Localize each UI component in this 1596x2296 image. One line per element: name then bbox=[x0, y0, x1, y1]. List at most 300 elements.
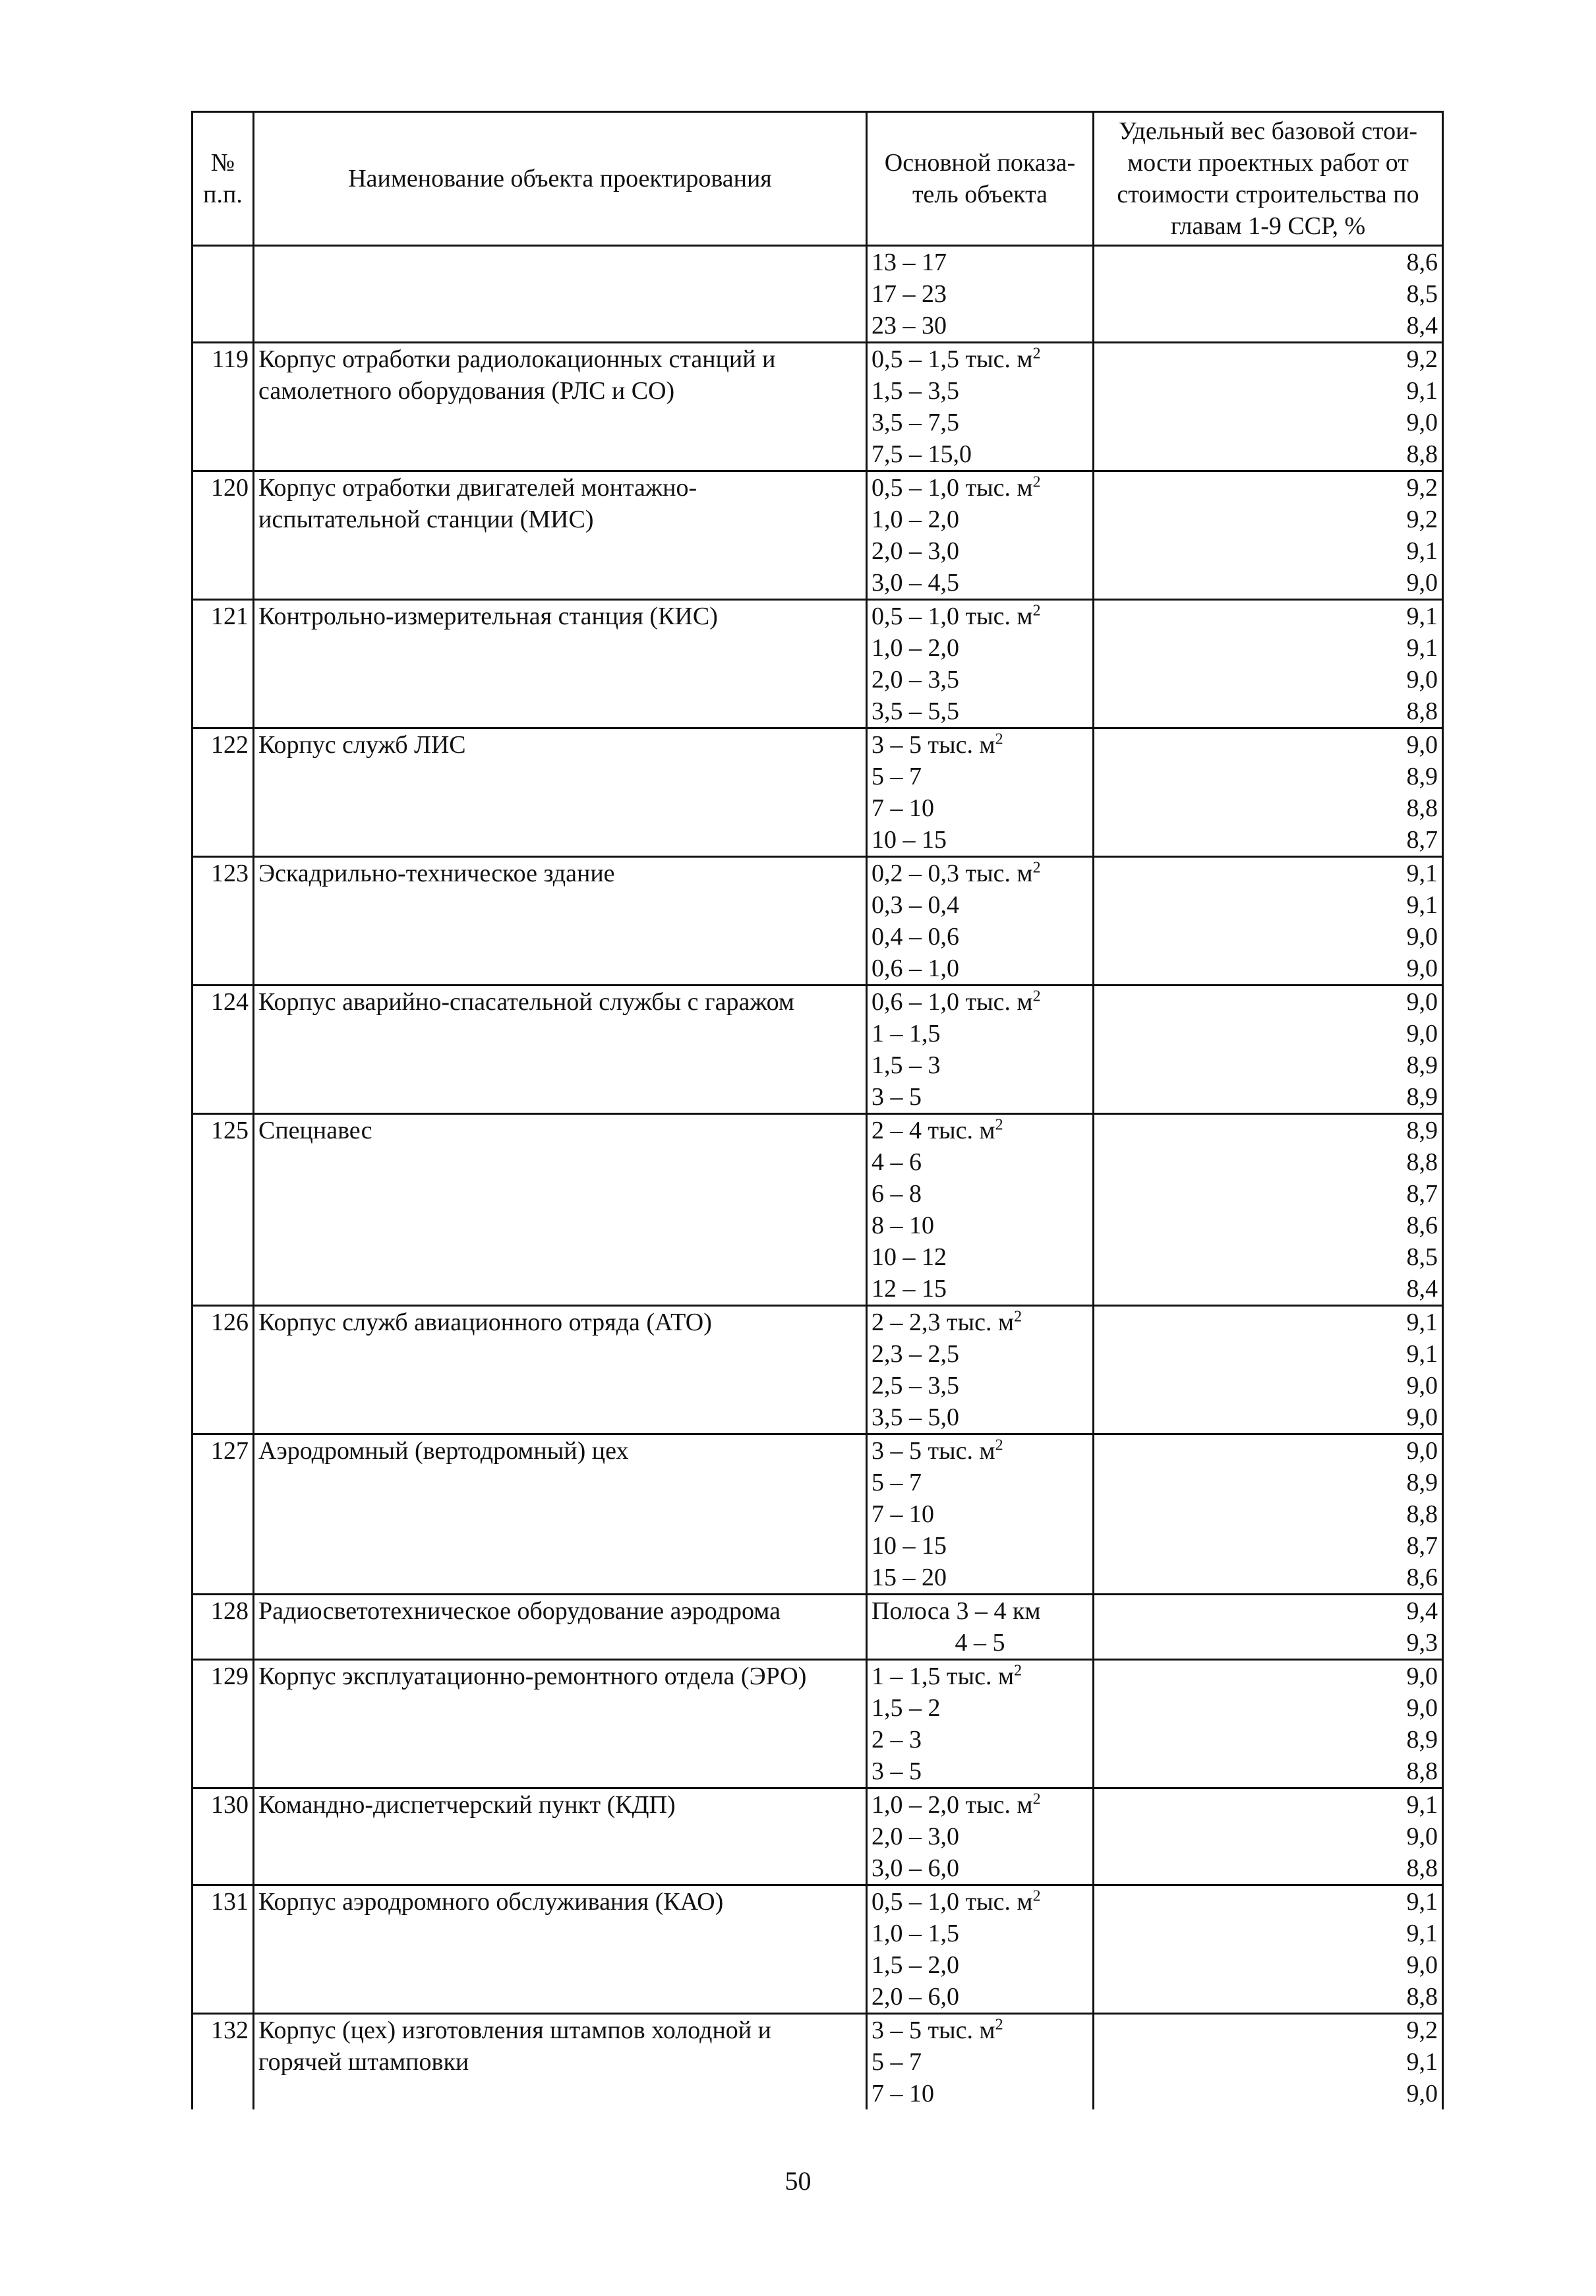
unit-superscript: 2 bbox=[1032, 345, 1041, 363]
row-number bbox=[192, 1949, 254, 1981]
table-row bbox=[192, 1306, 1443, 1339]
cost-share-value bbox=[1094, 1788, 1443, 1821]
main-indicator bbox=[867, 535, 1094, 567]
row-number bbox=[192, 664, 254, 695]
row-number bbox=[192, 246, 254, 279]
unit-superscript: 2 bbox=[1032, 473, 1041, 491]
object-name bbox=[254, 1949, 867, 1981]
cost-share-value bbox=[1094, 438, 1443, 471]
object-name-text: испытательной станции (МИС) bbox=[258, 506, 594, 533]
main-indicator-text: 3,5 – 7,5 bbox=[872, 409, 959, 436]
unit-superscript: 2 bbox=[1032, 1887, 1041, 1905]
main-indicator bbox=[867, 1273, 1094, 1306]
header-main-indicator: Основной показа-тель объекта bbox=[867, 112, 1094, 246]
cost-share-value-text: 9,0 bbox=[1406, 1823, 1438, 1850]
table-row bbox=[192, 1595, 1443, 1628]
table-row bbox=[192, 1724, 1443, 1755]
object-name bbox=[254, 567, 867, 600]
main-indicator bbox=[867, 953, 1094, 986]
main-indicator-text: 2 – 4 тыс. м bbox=[872, 1117, 995, 1144]
row-number bbox=[192, 792, 254, 824]
table-row bbox=[192, 1562, 1443, 1595]
object-name bbox=[254, 2078, 867, 2109]
row-number-text: 128 bbox=[211, 1597, 249, 1625]
cost-share-value bbox=[1094, 889, 1443, 921]
table-row bbox=[192, 889, 1443, 921]
row-number bbox=[192, 1241, 254, 1273]
object-name bbox=[254, 1018, 867, 1049]
cost-share-value bbox=[1094, 761, 1443, 792]
table-row bbox=[192, 953, 1443, 986]
cost-share-value-text: 8,8 bbox=[1406, 697, 1438, 725]
row-number bbox=[192, 1114, 254, 1147]
row-number bbox=[192, 1338, 254, 1370]
object-name bbox=[254, 1918, 867, 1949]
main-indicator bbox=[867, 600, 1094, 633]
row-number bbox=[192, 1467, 254, 1498]
row-number bbox=[192, 1370, 254, 1401]
unit-superscript: 2 bbox=[995, 2016, 1003, 2034]
main-indicator-text: 0,3 – 0,4 bbox=[872, 891, 959, 919]
main-indicator bbox=[867, 792, 1094, 824]
cost-share-value-text: 9,0 bbox=[1406, 409, 1438, 436]
object-name bbox=[254, 1210, 867, 1241]
main-indicator bbox=[867, 1370, 1094, 1401]
cost-share-value-text: 8,7 bbox=[1406, 1180, 1438, 1208]
row-number bbox=[192, 407, 254, 438]
row-number bbox=[192, 728, 254, 761]
cost-share-value bbox=[1094, 664, 1443, 695]
cost-share-value-text: 8,8 bbox=[1406, 440, 1438, 468]
object-name bbox=[254, 1081, 867, 1114]
row-number-text: 119 bbox=[212, 345, 249, 373]
row-number-text: 127 bbox=[211, 1437, 249, 1465]
row-number bbox=[192, 2014, 254, 2047]
table-row bbox=[192, 824, 1443, 857]
object-name-text: горячей штамповки bbox=[258, 2048, 469, 2076]
cost-share-value bbox=[1094, 857, 1443, 890]
object-name-text: Корпус служб авиационного отряда (АТО) bbox=[258, 1309, 712, 1336]
main-indicator-text: 2,3 – 2,5 bbox=[872, 1340, 959, 1368]
row-number-text: 131 bbox=[211, 1888, 249, 1916]
object-name bbox=[254, 1338, 867, 1370]
row-number bbox=[192, 1401, 254, 1434]
cost-share-value-text: 9,1 bbox=[1406, 2048, 1438, 2076]
object-name bbox=[254, 1370, 867, 1401]
cost-share-value-text: 9,1 bbox=[1406, 1309, 1438, 1336]
cost-share-table bbox=[191, 111, 1444, 2109]
cost-share-value bbox=[1094, 1530, 1443, 1562]
table-row bbox=[192, 375, 1443, 407]
row-number bbox=[192, 1885, 254, 1918]
cost-share-value-text: 8,7 bbox=[1406, 826, 1438, 854]
object-name bbox=[254, 1467, 867, 1498]
unit-superscript: 2 bbox=[1014, 1308, 1022, 1326]
table-row bbox=[192, 535, 1443, 567]
cost-share-value bbox=[1094, 1595, 1443, 1628]
cost-share-value bbox=[1094, 1434, 1443, 1467]
main-indicator bbox=[867, 921, 1094, 953]
cost-share-value bbox=[1094, 343, 1443, 376]
cost-share-value bbox=[1094, 824, 1443, 857]
object-name-text: Контрольно-измерительная станция (КИС) bbox=[258, 603, 718, 630]
main-indicator-text: 7 – 10 bbox=[872, 1500, 934, 1528]
cost-share-value-text: 8,6 bbox=[1406, 249, 1438, 276]
main-indicator-text: 1,0 – 2,0 тыс. м bbox=[872, 1791, 1033, 1819]
main-indicator bbox=[867, 986, 1094, 1018]
object-name bbox=[254, 1885, 867, 1918]
object-name-text: Корпус аварийно-спасательной службы с гаражом bbox=[258, 988, 794, 1016]
object-name-text: Корпус эксплуатационно-ремонтного отдела (ЭРО) bbox=[258, 1663, 807, 1690]
row-number bbox=[192, 921, 254, 953]
cost-share-value-text: 9,0 bbox=[1406, 666, 1438, 693]
cost-share-value bbox=[1094, 1467, 1443, 1498]
object-name bbox=[254, 1562, 867, 1595]
row-number bbox=[192, 567, 254, 600]
main-indicator bbox=[867, 343, 1094, 376]
table-row bbox=[192, 278, 1443, 310]
main-indicator-text: 2,0 – 6,0 bbox=[872, 1983, 959, 2011]
row-number bbox=[192, 310, 254, 343]
cost-share-value-text: 8,8 bbox=[1406, 1148, 1438, 1176]
row-number bbox=[192, 1562, 254, 1595]
main-indicator-text: 1,0 – 2,0 bbox=[872, 506, 959, 533]
object-name bbox=[254, 632, 867, 664]
main-indicator bbox=[867, 1114, 1094, 1147]
object-name-text: Корпус служб ЛИС bbox=[258, 731, 466, 759]
table-row bbox=[192, 1178, 1443, 1210]
main-indicator bbox=[867, 1018, 1094, 1049]
row-number bbox=[192, 1498, 254, 1530]
cost-share-value bbox=[1094, 728, 1443, 761]
main-indicator bbox=[867, 1660, 1094, 1693]
main-indicator-text: Полоса 3 – 4 км bbox=[872, 1597, 1041, 1625]
object-name bbox=[254, 2014, 867, 2047]
table-row bbox=[192, 1821, 1443, 1852]
table-row bbox=[192, 600, 1443, 633]
object-name bbox=[254, 1273, 867, 1306]
table-row bbox=[192, 1114, 1443, 1147]
main-indicator bbox=[867, 504, 1094, 535]
cost-share-value bbox=[1094, 1949, 1443, 1981]
object-name bbox=[254, 1146, 867, 1178]
unit-superscript: 2 bbox=[995, 730, 1003, 748]
main-indicator-text: 0,6 – 1,0 bbox=[872, 955, 959, 982]
cost-share-value-text: 9,0 bbox=[1406, 731, 1438, 759]
main-indicator bbox=[867, 1241, 1094, 1273]
cost-share-value-text: 9,1 bbox=[1406, 603, 1438, 630]
object-name bbox=[254, 1788, 867, 1821]
cost-share-value-text: 9,1 bbox=[1406, 1791, 1438, 1819]
cost-share-value bbox=[1094, 1627, 1443, 1660]
cost-share-value bbox=[1094, 535, 1443, 567]
main-indicator bbox=[867, 1724, 1094, 1755]
object-name bbox=[254, 535, 867, 567]
cost-share-value-text: 8,8 bbox=[1406, 794, 1438, 822]
row-number bbox=[192, 438, 254, 471]
object-name bbox=[254, 2046, 867, 2078]
table-row bbox=[192, 857, 1443, 890]
table-row bbox=[192, 1788, 1443, 1821]
row-number bbox=[192, 1146, 254, 1178]
table-row bbox=[192, 664, 1443, 695]
row-number bbox=[192, 824, 254, 857]
cost-share-value-text: 8,9 bbox=[1406, 1051, 1438, 1079]
object-name bbox=[254, 375, 867, 407]
row-number bbox=[192, 1755, 254, 1788]
cost-share-value bbox=[1094, 1918, 1443, 1949]
object-name bbox=[254, 1755, 867, 1788]
row-number-text: 132 bbox=[211, 2016, 249, 2044]
header-object-name: Наименование объекта проектирования bbox=[254, 112, 867, 246]
main-indicator bbox=[867, 1530, 1094, 1562]
cost-share-value bbox=[1094, 1241, 1443, 1273]
cost-share-value-text: 9,1 bbox=[1406, 1340, 1438, 1368]
row-number bbox=[192, 1918, 254, 1949]
cost-share-value bbox=[1094, 1724, 1443, 1755]
cost-share-value-text: 9,0 bbox=[1406, 923, 1438, 951]
row-number bbox=[192, 986, 254, 1018]
main-indicator-text: 12 – 15 bbox=[872, 1275, 947, 1303]
row-number bbox=[192, 1018, 254, 1049]
main-indicator-text: 23 – 30 bbox=[872, 312, 947, 339]
object-name bbox=[254, 1981, 867, 2014]
row-number bbox=[192, 632, 254, 664]
row-number bbox=[192, 1049, 254, 1081]
table-row bbox=[192, 343, 1443, 376]
table-row bbox=[192, 407, 1443, 438]
table-row bbox=[192, 1692, 1443, 1724]
row-number bbox=[192, 1724, 254, 1755]
main-indicator bbox=[867, 375, 1094, 407]
cost-share-value bbox=[1094, 1338, 1443, 1370]
object-name bbox=[254, 600, 867, 633]
cost-share-value bbox=[1094, 792, 1443, 824]
cost-share-value-text: 9,4 bbox=[1406, 1597, 1438, 1625]
cost-share-value-text: 9,0 bbox=[1406, 1951, 1438, 1979]
row-number-text: 123 bbox=[211, 860, 249, 887]
main-indicator bbox=[867, 824, 1094, 857]
main-indicator-text: 0,5 – 1,5 тыс. м bbox=[872, 345, 1033, 373]
main-indicator bbox=[867, 857, 1094, 890]
table-row bbox=[192, 1885, 1443, 1918]
cost-share-value-text: 9,2 bbox=[1406, 345, 1438, 373]
main-indicator bbox=[867, 1401, 1094, 1434]
table-row bbox=[192, 1018, 1443, 1049]
main-indicator bbox=[867, 1210, 1094, 1241]
main-indicator bbox=[867, 1949, 1094, 1981]
cost-share-value-text: 8,9 bbox=[1406, 1117, 1438, 1144]
main-indicator bbox=[867, 2014, 1094, 2047]
row-number bbox=[192, 1595, 254, 1628]
object-name-text: Командно-диспетчерский пункт (КДП) bbox=[258, 1791, 676, 1819]
cost-share-value bbox=[1094, 246, 1443, 279]
cost-share-value bbox=[1094, 986, 1443, 1018]
row-number bbox=[192, 600, 254, 633]
unit-superscript: 2 bbox=[995, 1116, 1003, 1134]
cost-share-value bbox=[1094, 1981, 1443, 2014]
row-number bbox=[192, 1530, 254, 1562]
object-name bbox=[254, 986, 867, 1018]
main-indicator-text: 2,0 – 3,5 bbox=[872, 666, 959, 693]
cost-share-value bbox=[1094, 1146, 1443, 1178]
table-row bbox=[192, 1146, 1443, 1178]
unit-superscript: 2 bbox=[1032, 1790, 1041, 1808]
table-row bbox=[192, 2014, 1443, 2047]
cost-share-value bbox=[1094, 1755, 1443, 1788]
main-indicator bbox=[867, 1306, 1094, 1339]
unit-superscript: 2 bbox=[1032, 859, 1041, 877]
header-number: № п.п. bbox=[192, 112, 254, 246]
object-name-text: самолетного оборудования (РЛС и СО) bbox=[258, 377, 675, 405]
main-indicator-text: 3 – 5 тыс. м bbox=[872, 1437, 995, 1465]
cost-share-value-text: 9,2 bbox=[1406, 2016, 1438, 2044]
table-row bbox=[192, 1627, 1443, 1660]
main-indicator-text: 5 – 7 bbox=[872, 763, 922, 790]
cost-share-value bbox=[1094, 1273, 1443, 1306]
main-indicator bbox=[867, 1627, 1094, 1660]
main-indicator-text: 10 – 15 bbox=[872, 826, 947, 854]
table-row bbox=[192, 2046, 1443, 2078]
main-indicator-text: 10 – 12 bbox=[872, 1243, 947, 1271]
main-indicator bbox=[867, 246, 1094, 279]
main-indicator-text: 0,2 – 0,3 тыс. м bbox=[872, 860, 1033, 887]
cost-share-value-text: 8,8 bbox=[1406, 1854, 1438, 1882]
table-row bbox=[192, 2078, 1443, 2109]
object-name-text: Радиосветотехническое оборудование аэродрома bbox=[258, 1597, 781, 1625]
object-name bbox=[254, 1178, 867, 1210]
object-name bbox=[254, 246, 867, 279]
table-row bbox=[192, 504, 1443, 535]
cost-share-value-text: 9,0 bbox=[1406, 569, 1438, 597]
object-name-text: Корпус отработки двигателей монтажно- bbox=[258, 474, 697, 502]
table-row bbox=[192, 632, 1443, 664]
table-header bbox=[192, 112, 1443, 246]
object-name bbox=[254, 824, 867, 857]
main-indicator-text: 2,0 – 3,0 bbox=[872, 537, 959, 565]
row-number bbox=[192, 343, 254, 376]
object-name-text: Эскадрильно-техническое здание bbox=[258, 860, 615, 887]
cost-share-value bbox=[1094, 600, 1443, 633]
object-name bbox=[254, 1530, 867, 1562]
main-indicator-text: 1 – 1,5 bbox=[872, 1020, 941, 1047]
main-indicator-text: 7,5 – 15,0 bbox=[872, 440, 972, 468]
cost-share-value bbox=[1094, 310, 1443, 343]
main-indicator bbox=[867, 2078, 1094, 2109]
cost-share-value-text: 8,9 bbox=[1406, 1469, 1438, 1496]
row-number bbox=[192, 1210, 254, 1241]
cost-share-value-text: 8,7 bbox=[1406, 1532, 1438, 1560]
row-number-text: 130 bbox=[211, 1791, 249, 1819]
main-indicator bbox=[867, 1852, 1094, 1885]
cost-share-value bbox=[1094, 2078, 1443, 2109]
table-row bbox=[192, 246, 1443, 279]
main-indicator-text: 3 – 5 bbox=[872, 1757, 922, 1785]
object-name bbox=[254, 1692, 867, 1724]
object-name bbox=[254, 1627, 867, 1660]
cost-share-value bbox=[1094, 2046, 1443, 2078]
main-indicator-text: 3,5 – 5,5 bbox=[872, 697, 959, 725]
table-row bbox=[192, 1370, 1443, 1401]
table-row bbox=[192, 1852, 1443, 1885]
main-indicator-text: 3,0 – 6,0 bbox=[872, 1854, 959, 1882]
object-name bbox=[254, 1401, 867, 1434]
main-indicator-text: 3,5 – 5,0 bbox=[872, 1403, 959, 1431]
page-number: 50 bbox=[784, 2166, 812, 2196]
table-row bbox=[192, 921, 1443, 953]
table-row bbox=[192, 471, 1443, 504]
object-name bbox=[254, 310, 867, 343]
row-number bbox=[192, 471, 254, 504]
table-row bbox=[192, 1498, 1443, 1530]
cost-share-value bbox=[1094, 1306, 1443, 1339]
object-name bbox=[254, 1241, 867, 1273]
main-indicator bbox=[867, 632, 1094, 664]
main-indicator bbox=[867, 1981, 1094, 2014]
cost-share-value bbox=[1094, 1821, 1443, 1852]
object-name bbox=[254, 1821, 867, 1852]
object-name-text: Аэродромный (вертодромный) цех bbox=[258, 1437, 629, 1465]
main-indicator-text: 13 – 17 bbox=[872, 249, 947, 276]
main-indicator-text: 4 – 6 bbox=[872, 1148, 922, 1176]
cost-share-value-text: 9,1 bbox=[1406, 377, 1438, 405]
unit-superscript: 2 bbox=[1014, 1662, 1022, 1680]
row-number bbox=[192, 1178, 254, 1210]
row-number bbox=[192, 1981, 254, 2014]
table-row bbox=[192, 1241, 1443, 1273]
object-name bbox=[254, 953, 867, 986]
main-indicator-text: 2 – 3 bbox=[872, 1726, 922, 1753]
table-row bbox=[192, 695, 1443, 728]
main-indicator-text: 15 – 20 bbox=[872, 1564, 947, 1591]
object-name bbox=[254, 1498, 867, 1530]
object-name bbox=[254, 1114, 867, 1147]
main-indicator bbox=[867, 278, 1094, 310]
cost-share-value bbox=[1094, 953, 1443, 986]
cost-share-value bbox=[1094, 632, 1443, 664]
table-row bbox=[192, 567, 1443, 600]
cost-share-value bbox=[1094, 504, 1443, 535]
main-indicator bbox=[867, 1788, 1094, 1821]
object-name bbox=[254, 343, 867, 376]
row-number-text: 121 bbox=[211, 603, 249, 630]
cost-share-value bbox=[1094, 1210, 1443, 1241]
object-name bbox=[254, 438, 867, 471]
cost-share-value-text: 8,8 bbox=[1406, 1500, 1438, 1528]
cost-share-value-text: 9,2 bbox=[1406, 474, 1438, 502]
object-name bbox=[254, 792, 867, 824]
main-indicator bbox=[867, 1498, 1094, 1530]
row-number bbox=[192, 1821, 254, 1852]
main-indicator-text: 17 – 23 bbox=[872, 280, 947, 308]
main-indicator bbox=[867, 1434, 1094, 1467]
cost-share-value-text: 9,2 bbox=[1406, 506, 1438, 533]
main-indicator bbox=[867, 728, 1094, 761]
main-indicator-text: 0,6 – 1,0 тыс. м bbox=[872, 988, 1033, 1016]
table-row bbox=[192, 986, 1443, 1018]
row-number-text: 124 bbox=[211, 988, 249, 1016]
main-indicator bbox=[867, 889, 1094, 921]
cost-share-value-text: 9,1 bbox=[1406, 1920, 1438, 1947]
main-indicator bbox=[867, 2046, 1094, 2078]
cost-share-value bbox=[1094, 1178, 1443, 1210]
main-indicator-text: 6 – 8 bbox=[872, 1180, 922, 1208]
row-number bbox=[192, 2078, 254, 2109]
object-name bbox=[254, 857, 867, 890]
cost-share-value-text: 9,0 bbox=[1406, 1437, 1438, 1465]
main-indicator-text: 2,0 – 3,0 bbox=[872, 1823, 959, 1850]
main-indicator-text: 1,0 – 2,0 bbox=[872, 634, 959, 662]
